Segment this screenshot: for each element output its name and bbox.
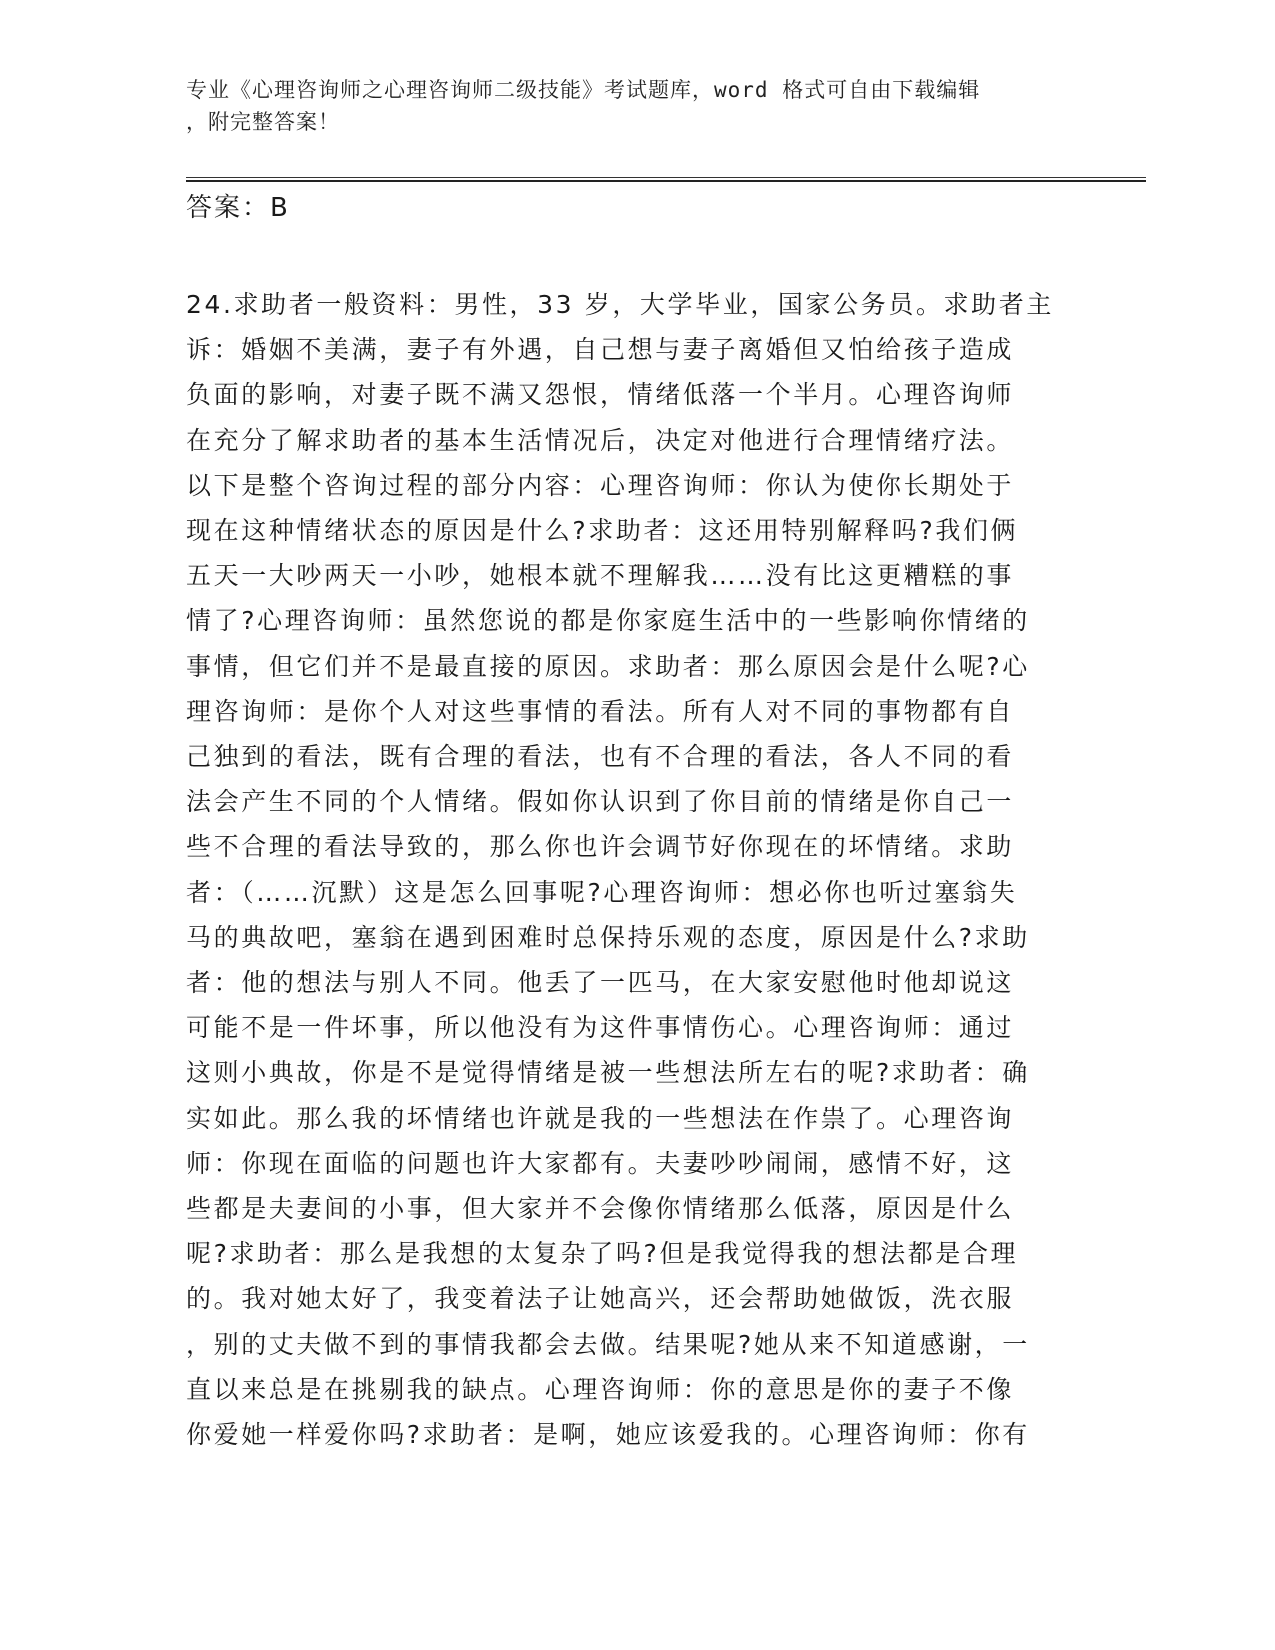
question-line: 可能不是一件坏事，所以他没有为这件事情伤心。心理咨询师：通过 — [186, 1013, 1015, 1043]
answer-line: 答案：B — [186, 193, 290, 223]
question-line: ，别的丈夫做不到的事情我都会去做。结果呢?她从来不知道感谢，一 — [186, 1329, 1030, 1359]
question-line: 法会产生不同的个人情绪。假如你认识到了你目前的情绪是你自己一 — [186, 787, 1015, 817]
question-line: 24.求助者一般资料：男性，33 岁，大学毕业，国家公务员。求助者主 — [186, 290, 1054, 319]
question-24-body — [186, 282, 1086, 1457]
question-line: 师：你现在面临的问题也许大家都有。夫妻吵吵闹闹，感情不好，这 — [186, 1148, 1015, 1178]
question-line: 在充分了解求助者的基本生活情况后，决定对他进行合理情绪疗法。 — [186, 425, 1015, 455]
question-line: 事情，但它们并不是最直接的原因。求助者：那么原因会是什么呢?心 — [186, 651, 1030, 681]
question-line: 理咨询师：是你个人对这些事情的看法。所有人对不同的事物都有自 — [186, 696, 1015, 726]
header-line-2: ，附完整答案！ — [186, 110, 340, 134]
question-line: 直以来总是在挑剔我的缺点。心理咨询师：你的意思是你的妻子不像 — [186, 1374, 1015, 1404]
question-line: 的。我对她太好了，我变着法子让她高兴，还会帮助她做饭，洗衣服 — [186, 1284, 1015, 1314]
question-line: 负面的影响，对妻子既不满又怨恨，情绪低落一个半月。心理咨询师 — [186, 380, 1015, 410]
question-line: 些不合理的看法导致的，那么你也许会调节好你现在的坏情绪。求助 — [186, 832, 1015, 862]
question-line: 五天一大吵两天一小吵，她根本就不理解我……没有比这更糟糕的事 — [186, 561, 1015, 591]
header-line-1: 专业《心理咨询师之心理咨询师二级技能》考试题库，word 格式可自由下载编辑 — [186, 78, 981, 102]
question-line: 情了?心理咨询师：虽然您说的都是你家庭生活中的一些影响你情绪的 — [186, 606, 1030, 636]
question-line: 诉：婚姻不美满，妻子有外遇，自己想与妻子离婚但又怕给孩子造成 — [186, 335, 1015, 365]
question-line: 实如此。那么我的坏情绪也许就是我的一些想法在作祟了。心理咨询 — [186, 1103, 1015, 1133]
header-divider-thin — [186, 177, 1146, 178]
question-line: 以下是整个咨询过程的部分内容：心理咨询师：你认为使你长期处于 — [186, 470, 1015, 500]
question-line: 己独到的看法，既有合理的看法，也有不合理的看法，各人不同的看 — [186, 742, 1015, 772]
question-line: 现在这种情绪状态的原因是什么?求助者：这还用特别解释吗?我们俩 — [186, 516, 1019, 546]
question-line: 些都是夫妻间的小事，但大家并不会像你情绪那么低落，原因是什么 — [186, 1194, 1015, 1224]
page-header — [186, 74, 1066, 138]
question-line: 这则小典故，你是不是觉得情绪是被一些想法所左右的呢?求助者：确 — [186, 1058, 1030, 1088]
question-line: 者：（……沉默）这是怎么回事呢?心理咨询师：想必你也听过塞翁失 — [186, 877, 1018, 907]
question-line: 你爱她一样爱你吗?求助者：是啊，她应该爱我的。心理咨询师：你有 — [186, 1420, 1030, 1450]
question-line: 马的典故吧，塞翁在遇到困难时总保持乐观的态度，原因是什么?求助 — [186, 922, 1030, 952]
question-line: 呢?求助者：那么是我想的太复杂了吗?但是我觉得我的想法都是合理 — [186, 1239, 1019, 1269]
question-line: 者：他的想法与别人不同。他丢了一匹马，在大家安慰他时他却说这 — [186, 968, 1015, 998]
header-divider-thick — [186, 180, 1146, 182]
